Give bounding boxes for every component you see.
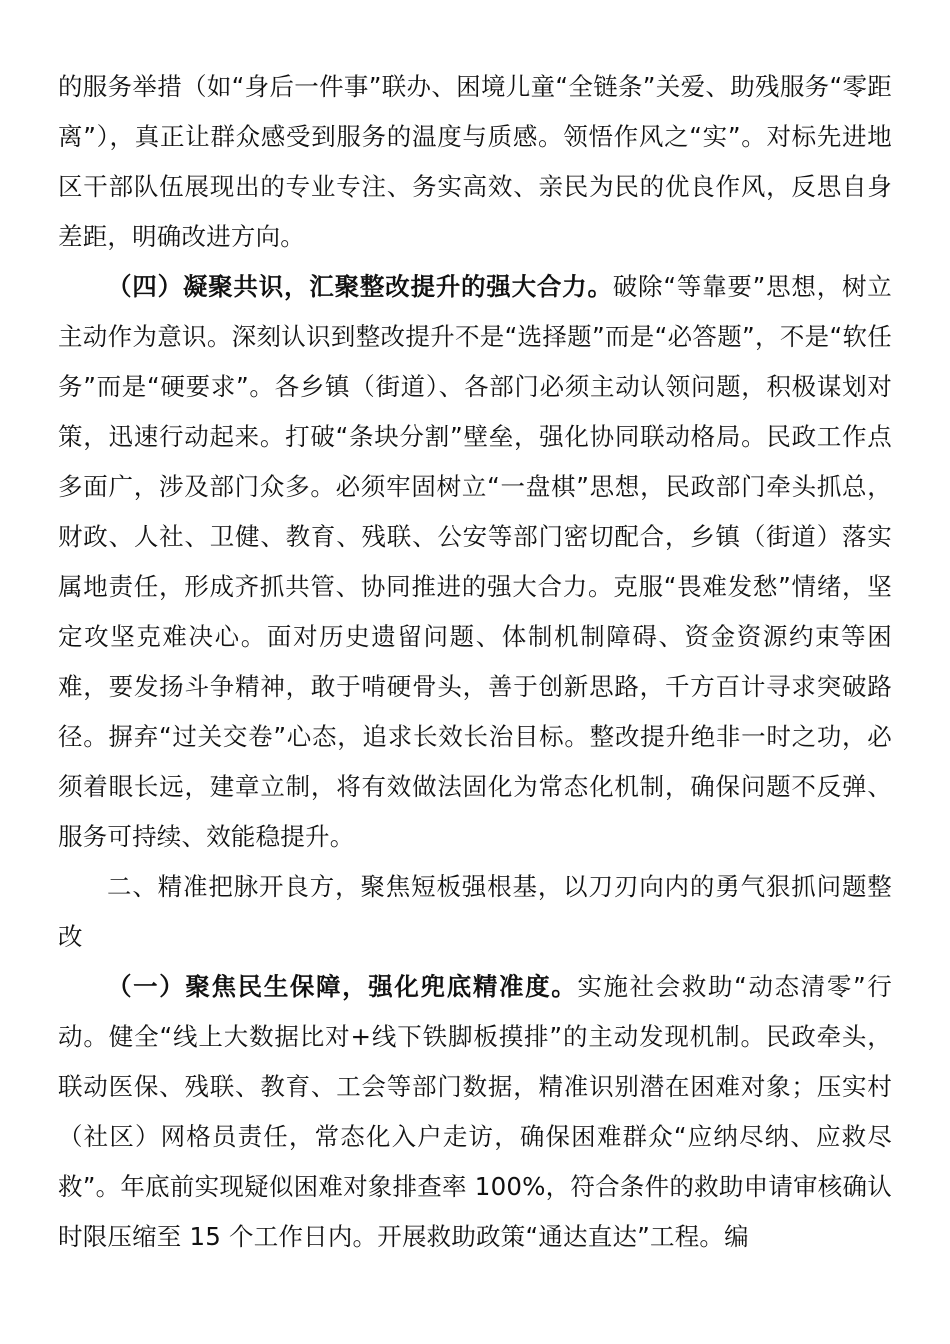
- paragraph-text: 破除“等靠要”思想，树立主动作为意识。深刻认识到整改提升不是“选择题”而是“必答题”，不是“软任务”而是“硬要求”。各乡镇（街道）、各部门必须主动认领问题，积极谋划对策，迅速行动起来。打破“条块分割”壁垒，强化协同联动格局。民政工作点多面广，涉及部门众多。必须牢固树立“一盘棋”思想，民政部门牵头抓总，财政、人社、卫健、教育、残联、公安等部门密切配合，乡镇（街道）落实属地责任，形成齐抓共管、协同推进的强大合力。克服“畏难发愁”情绪，坚定攻坚克难决心。面对历史遗留问题、体制机制障碍、资金资源约束等困难，要发扬斗争精神，敢于啃硬骨头，善于创新思路，千方百计寻求突破路径。摒弃“过关交卷”心态，追求长效长治目标。整改提升绝非一时之功，必须着眼长远，建章立制，将有效做法固化为常态化机制，确保问题不反弹、服务可持续、效能稳提升。: [58, 272, 892, 851]
- paragraph-text: 的服务举措（如“身后一件事”联办、困境儿童“全链条”关爱、助残服务“零距离”），真正让群众感受到服务的温度与质感。领悟作风之“实”。对标先进地区干部队伍展现出的专业专注、务实高效、亲民为民的优良作风，反思自身差距，明确改进方向。: [58, 72, 892, 251]
- section-heading-text: 二、精准把脉开良方，聚焦短板强根基，以刀刃向内的勇气狠抓问题整改: [58, 872, 892, 951]
- paragraph-continuation: [58, 62, 892, 262]
- subsection-heading: （一）聚焦民生保障，强化兜底精准度。: [107, 972, 578, 1001]
- paragraph-text: 实施社会救助“动态清零”行动。健全“线上大数据比对+线下铁脚板摸排”的主动发现机制。民政牵头，联动医保、残联、教育、工会等部门数据，精准识别潜在困难对象；压实村（社区）网格员责任，常态化入户走访，确保困难群众“应纳尽纳、应救尽救”。年底前实现疑似困难对象排查率 100%，符合条件的救助申请审核确认时限压缩至 15 个工作日内。开展救助政策“通达直达”工程。编: [58, 972, 892, 1251]
- document-page: [58, 62, 892, 1262]
- subsection-heading: （四）凝聚共识，汇聚整改提升的强大合力。: [107, 272, 613, 301]
- section-heading-2: [58, 862, 892, 962]
- paragraph-subsection-4: [58, 262, 892, 862]
- paragraph-subsection-1: [58, 962, 892, 1262]
